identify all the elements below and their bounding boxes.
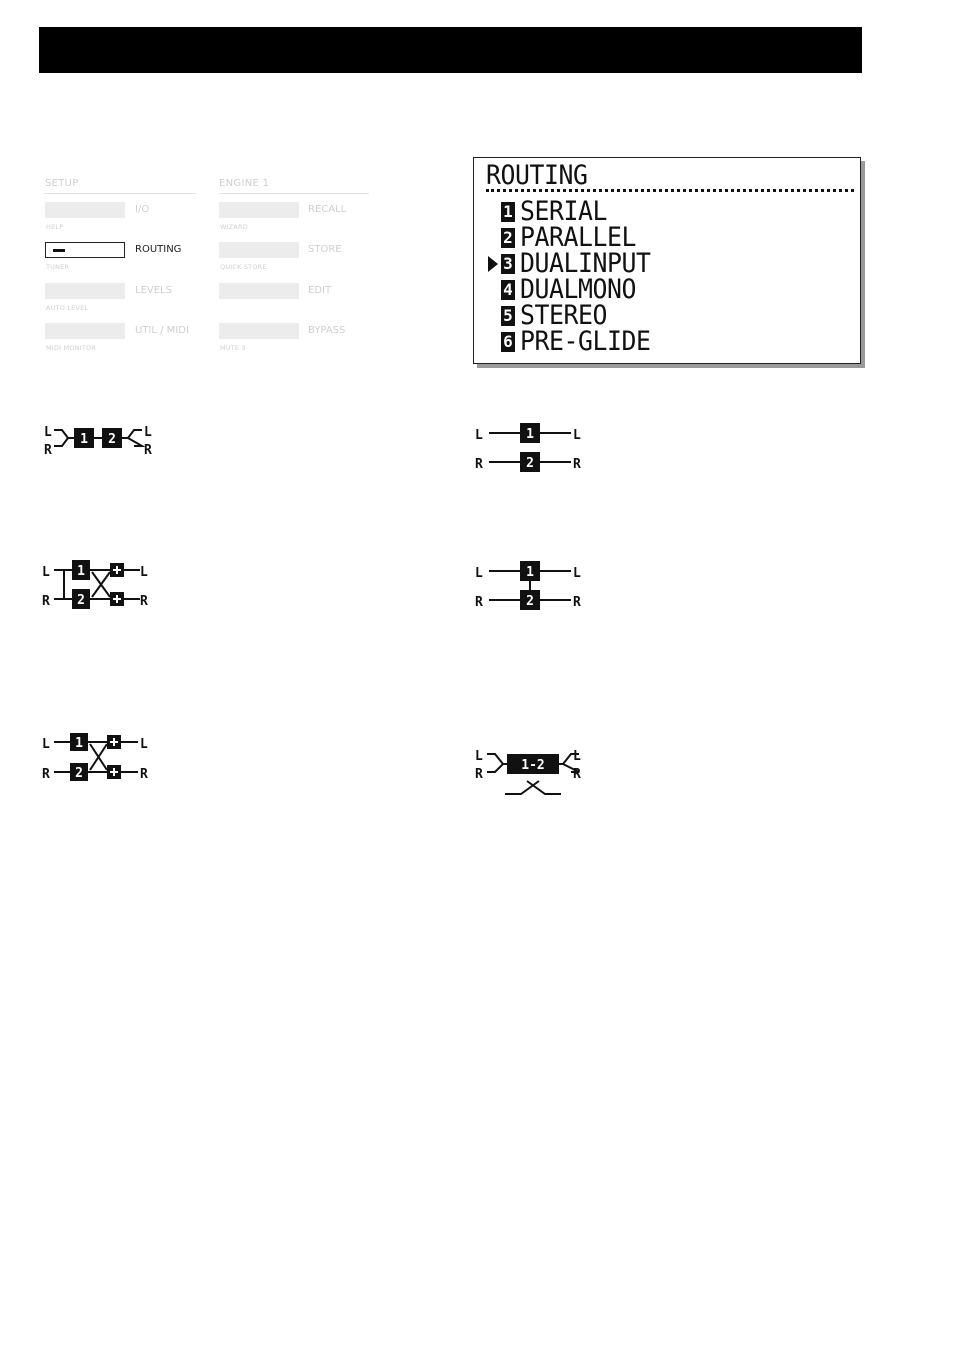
input-left-label: L: [475, 566, 483, 581]
output-right-label: R: [140, 767, 148, 782]
auto-level-label: AUTO LEVEL: [46, 304, 89, 312]
output-right-label: R: [140, 594, 148, 609]
input-left-label: L: [42, 737, 50, 752]
engine-1-label: 1: [77, 564, 85, 579]
lcd-item-label: DUALMONO: [520, 274, 636, 305]
lcd-title: ROUTING: [486, 160, 588, 191]
input-right-label: R: [475, 767, 483, 782]
setup-divider: [44, 193, 196, 194]
lcd-item-label: PARALLEL: [520, 222, 636, 253]
engine-1-label: 1: [526, 565, 534, 580]
lcd-item-number: 6: [501, 332, 515, 352]
engine-section-title: ENGINE 1: [219, 178, 270, 189]
output-left-label: L: [144, 425, 152, 440]
engine-2-label: 2: [526, 594, 534, 609]
engine-2-label: 2: [75, 766, 83, 781]
header-bar: [39, 27, 862, 73]
serial-routing-diagram: [40, 420, 160, 460]
setup-section-title: SETUP: [45, 178, 79, 189]
input-right-label: R: [475, 595, 483, 610]
store-label: STORE: [308, 244, 342, 255]
output-left-label: L: [140, 565, 148, 580]
input-left-label: L: [44, 425, 52, 440]
pre-glide-routing-diagram: [473, 745, 593, 801]
output-right-label: R: [144, 443, 152, 458]
routing-led: [53, 249, 65, 252]
engine-2-label: 2: [108, 432, 116, 447]
midi-monitor-label: MIDI MONITOR: [46, 344, 97, 352]
lcd-item-number: 5: [501, 306, 515, 326]
output-right-label: R: [573, 457, 581, 472]
lcd-item-label: SERIAL: [520, 196, 607, 227]
input-right-label: R: [475, 457, 483, 472]
quick-store-label: QUICK STORE: [220, 263, 267, 271]
input-right-label: R: [44, 443, 52, 458]
parallel-routing-diagram: [473, 420, 593, 476]
engine-divider: [219, 193, 369, 194]
output-left-label: L: [573, 749, 581, 764]
input-left-label: L: [475, 428, 483, 443]
lcd-item-number: 2: [501, 228, 515, 248]
edit-button[interactable]: [219, 283, 299, 299]
engine-1-label: 1: [526, 427, 534, 442]
help-label: HELP: [46, 223, 64, 231]
output-right-label: R: [573, 767, 581, 782]
lcd-item-label: STEREO: [520, 300, 607, 331]
front-panel: [44, 178, 384, 358]
tuner-label: TUNER: [46, 263, 70, 271]
dualinput-routing-diagram: [40, 555, 160, 611]
engine-combined-label: 1-2: [521, 758, 545, 773]
recall-label: RECALL: [308, 204, 347, 215]
engine-2-label: 2: [526, 456, 534, 471]
dualmono-routing-diagram: [473, 558, 593, 614]
util-midi-button[interactable]: [45, 323, 125, 339]
levels-button[interactable]: [45, 283, 125, 299]
output-left-label: L: [573, 566, 581, 581]
selection-arrow-icon: [488, 256, 498, 272]
bypass-label: BYPASS: [308, 325, 346, 336]
stereo-routing-diagram: [40, 728, 160, 784]
engine-1-label: 1: [75, 736, 83, 751]
lcd-item-number: 3: [501, 254, 515, 274]
routing-label: ROUTING: [135, 244, 182, 255]
wizard-label: WIZARD: [220, 223, 248, 231]
output-right-label: R: [573, 595, 581, 610]
input-right-label: R: [42, 594, 50, 609]
output-left-label: L: [573, 428, 581, 443]
input-left-label: L: [475, 749, 483, 764]
lcd-item-label: PRE-GLIDE: [520, 326, 651, 357]
output-left-label: L: [140, 737, 148, 752]
levels-label: LEVELS: [135, 285, 172, 296]
lcd-dotted-rule: [486, 189, 854, 192]
engine-2-label: 2: [77, 593, 85, 608]
input-right-label: R: [42, 767, 50, 782]
io-button[interactable]: [45, 202, 125, 218]
lcd-item-number: 4: [501, 280, 515, 300]
edit-label: EDIT: [308, 285, 332, 296]
recall-button[interactable]: [219, 202, 299, 218]
util-midi-label: UTIL / MIDI: [135, 325, 189, 336]
input-left-label: L: [42, 565, 50, 580]
bypass-button[interactable]: [219, 323, 299, 339]
io-label: I/O: [135, 204, 150, 215]
lcd-item-number: 1: [501, 202, 515, 222]
lcd-item-label: DUALINPUT: [520, 248, 651, 279]
lcd-display: [473, 157, 861, 364]
engine-1-label: 1: [80, 432, 88, 447]
store-button[interactable]: [219, 242, 299, 258]
routing-button[interactable]: [45, 242, 125, 258]
mute-label: MUTE 3: [220, 344, 246, 352]
